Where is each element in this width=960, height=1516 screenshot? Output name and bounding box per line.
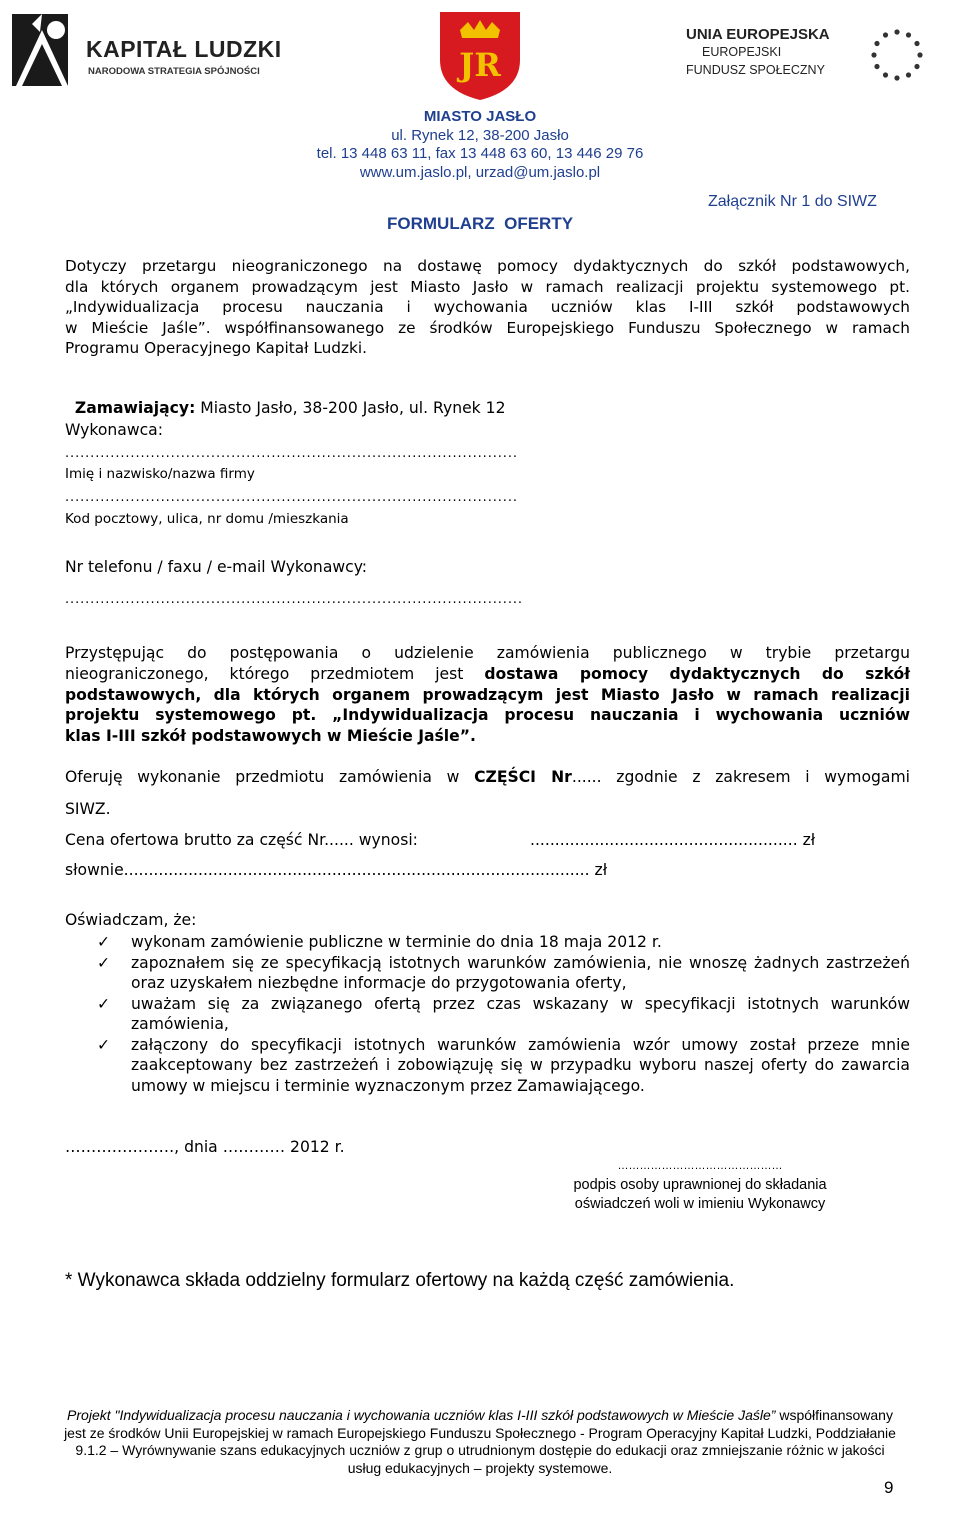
- footer-cofinanced: współfinansowany: [775, 1407, 893, 1423]
- main-line: podstawowych, dla których organem prowadzącym jest Miasto Jasło w ramach realizacji: [65, 685, 910, 704]
- svg-text:JR: JR: [459, 46, 501, 84]
- signature-block: [520, 1160, 880, 1213]
- org-phone: tel. 13 448 63 11, fax 13 448 63 60, 13 446 29 76: [316, 145, 644, 162]
- note: * Wykonawca składa oddzielny formularz ofertowy na każdą część zamówienia.: [65, 1270, 735, 1291]
- main-line-bold: dostawa pomocy dydaktycznych do szkół: [484, 664, 910, 683]
- contractor-contact-label: Nr telefonu / faxu / e-mail Wykonawcy:: [65, 558, 368, 576]
- kapital-ludzki-emblem-icon: [12, 10, 78, 90]
- org-name: MIASTO JASŁO: [423, 108, 537, 125]
- main-line: klas I-III szkół podstawowych w Mieście Jaśle”.: [65, 727, 476, 746]
- contractor-address-caption: Kod pocztowy, ulica, nr domu /mieszkania: [65, 511, 349, 527]
- main-line: Przystępując do postępowania o udzielenie zamówienia publicznego w trybie przetargu: [65, 644, 910, 662]
- main-line: [65, 664, 910, 685]
- declare-item: [65, 953, 910, 994]
- intro-line: w Mieście Jaśle”. współfinansowanego ze środków Europejskiego Funduszu Społecznego w ramach: [65, 318, 910, 337]
- page-number: 9: [884, 1478, 894, 1497]
- main-line: projektu systemowego pt. „Indywidualizacja procesu nauczania i wychowania uczniów: [65, 706, 910, 725]
- contractor-address-dots: ..........................................................................................: [65, 490, 518, 505]
- main-line-normal: nieograniczonego, którego przedmiotem jest: [65, 664, 485, 683]
- eu-line2: EUROPEJSKI: [702, 45, 782, 59]
- declare-item: [65, 994, 910, 1035]
- intro-paragraph: [65, 256, 910, 359]
- footer: [0, 1407, 960, 1477]
- price-in-words: słownie.............................................................................................. zł: [65, 861, 608, 879]
- contractor-label: Wykonawca:: [65, 421, 163, 439]
- intro-line: dla których organem prowadzącym jest Miasto Jasło w ramach realizacji projektu systemowego pt.: [65, 277, 910, 296]
- contractor-name-dots: ..........................................................................................: [65, 446, 518, 461]
- org-web: www.um.jaslo.pl, urzad@um.jaslo.pl: [359, 163, 601, 181]
- declare-item: [65, 1035, 910, 1097]
- price-dots: ...................................................... zł: [530, 831, 816, 849]
- intro-line: Programu Operacyjnego Kapitał Ludzki.: [65, 339, 368, 357]
- offer-text: Oferuję wykonanie przedmiotu zamówienia w: [65, 768, 475, 786]
- org-block: [300, 108, 660, 182]
- form-title: FORMULARZ OFERTY: [387, 214, 574, 233]
- footer-line: 9.1.2 – Wyrównywanie szans edukacyjnych uczniów z grup o utrudnionym dostępie do edukacji oraz zmniejszanie różnic w jakości: [75, 1442, 885, 1458]
- main-paragraph: [65, 643, 910, 747]
- declare-list: [65, 932, 910, 1096]
- kapital-ludzki-title: KAPITAŁ LUDZKI: [86, 36, 282, 62]
- jaslo-coat-of-arms-icon: [438, 8, 522, 102]
- signature-dots: ………………………………………: [617, 1160, 783, 1172]
- ordering-party: [65, 378, 506, 418]
- contractor-contact-dots: ...........................................................................................: [65, 592, 523, 607]
- eu-stars-icon: [866, 24, 928, 86]
- declare-item-text: załączony do specyfikacji istotnych warunków zamówienia wzór umowy został przeze mnie zaakceptowany bez zastrzeżeń i zobowiązuję się w przypadku wyboru naszej oferty do zawarcia umowy w miejscu i terminie wyznaczonym przez Zamawiającego.: [131, 1035, 910, 1095]
- declare-item-text: wykonam zamówienie publiczne w terminie do dnia 18 maja 2012 r.: [131, 933, 662, 951]
- eu-logo: [686, 26, 946, 86]
- footer-project-name: Projekt "Indywidualizacja procesu nauczania i wychowania uczniów klas I-III szkół podstawowych w Mieście Jaśle”: [67, 1407, 776, 1423]
- contractor-name-caption: Imię i nazwisko/nazwa firmy: [65, 466, 255, 482]
- declare-item-text: uważam się za związanego ofertą przez czas wskazany w specyfikacji istotnych warunków zamówienia,: [131, 994, 910, 1033]
- footer-line: [0, 1407, 960, 1425]
- offer-siwz: SIWZ.: [65, 800, 111, 818]
- price-label: Cena ofertowa brutto za część Nr...... wynosi:: [65, 831, 418, 849]
- checkmark-icon: ✓: [97, 953, 111, 972]
- offer-text-end: ...... zgodnie z zakresem i wymogami: [571, 768, 910, 786]
- checkmark-icon: ✓: [97, 994, 111, 1013]
- intro-line: Dotyczy przetargu nieograniczonego na dostawę pomocy dydaktycznych do szkół podstawowych,: [65, 257, 910, 275]
- checkmark-icon: ✓: [97, 1035, 111, 1054]
- kapital-ludzki-logo: [12, 10, 282, 90]
- declare-header: Oświadczam, że:: [65, 911, 197, 929]
- intro-line: „Indywidualizacja procesu nauczania i wychowania uczniów klas I-III szkół podstawowych: [65, 298, 910, 316]
- offer-line: [65, 768, 910, 786]
- footer-line: jest ze środków Unii Europejskiej w ramach Europejskiego Funduszu Społecznego - Program Operacyjny Kapitał Ludzki, Poddziałanie: [64, 1424, 896, 1441]
- declare-item-text: zapoznałem się ze specyfikacją istotnych warunków zamówienia, nie wnoszę żadnych zastrzeżeń oraz uzyskałem niezbędne informacje do przygotowania oferty,: [131, 953, 910, 992]
- ordering-label: Zamawiający:: [74, 399, 196, 417]
- kapital-ludzki-subtitle: NARODOWA STRATEGIA SPÓJNOŚCI: [88, 66, 260, 77]
- date-line: …………………, dnia ………… 2012 r.: [65, 1138, 345, 1156]
- eu-line3: FUNDUSZ SPOŁECZNY: [686, 63, 825, 77]
- declare-item: [65, 932, 910, 953]
- checkmark-icon: ✓: [97, 933, 111, 951]
- eu-line1: UNIA EUROPEJSKA: [686, 26, 830, 43]
- org-address: ul. Rynek 12, 38-200 Jasło: [391, 126, 569, 144]
- annex-label: Załącznik Nr 1 do SIWZ: [708, 193, 877, 210]
- offer-part-label: CZĘŚCI Nr: [474, 768, 572, 786]
- signature-caption-2: oświadczeń woli w imieniu Wykonawcy: [574, 1195, 826, 1212]
- footer-line: usług edukacyjnych – projekty systemowe.: [347, 1459, 613, 1476]
- signature-caption-1: podpis osoby uprawnionej do składania: [573, 1177, 827, 1193]
- ordering-value: Miasto Jasło, 38-200 Jasło, ul. Rynek 12: [195, 399, 506, 417]
